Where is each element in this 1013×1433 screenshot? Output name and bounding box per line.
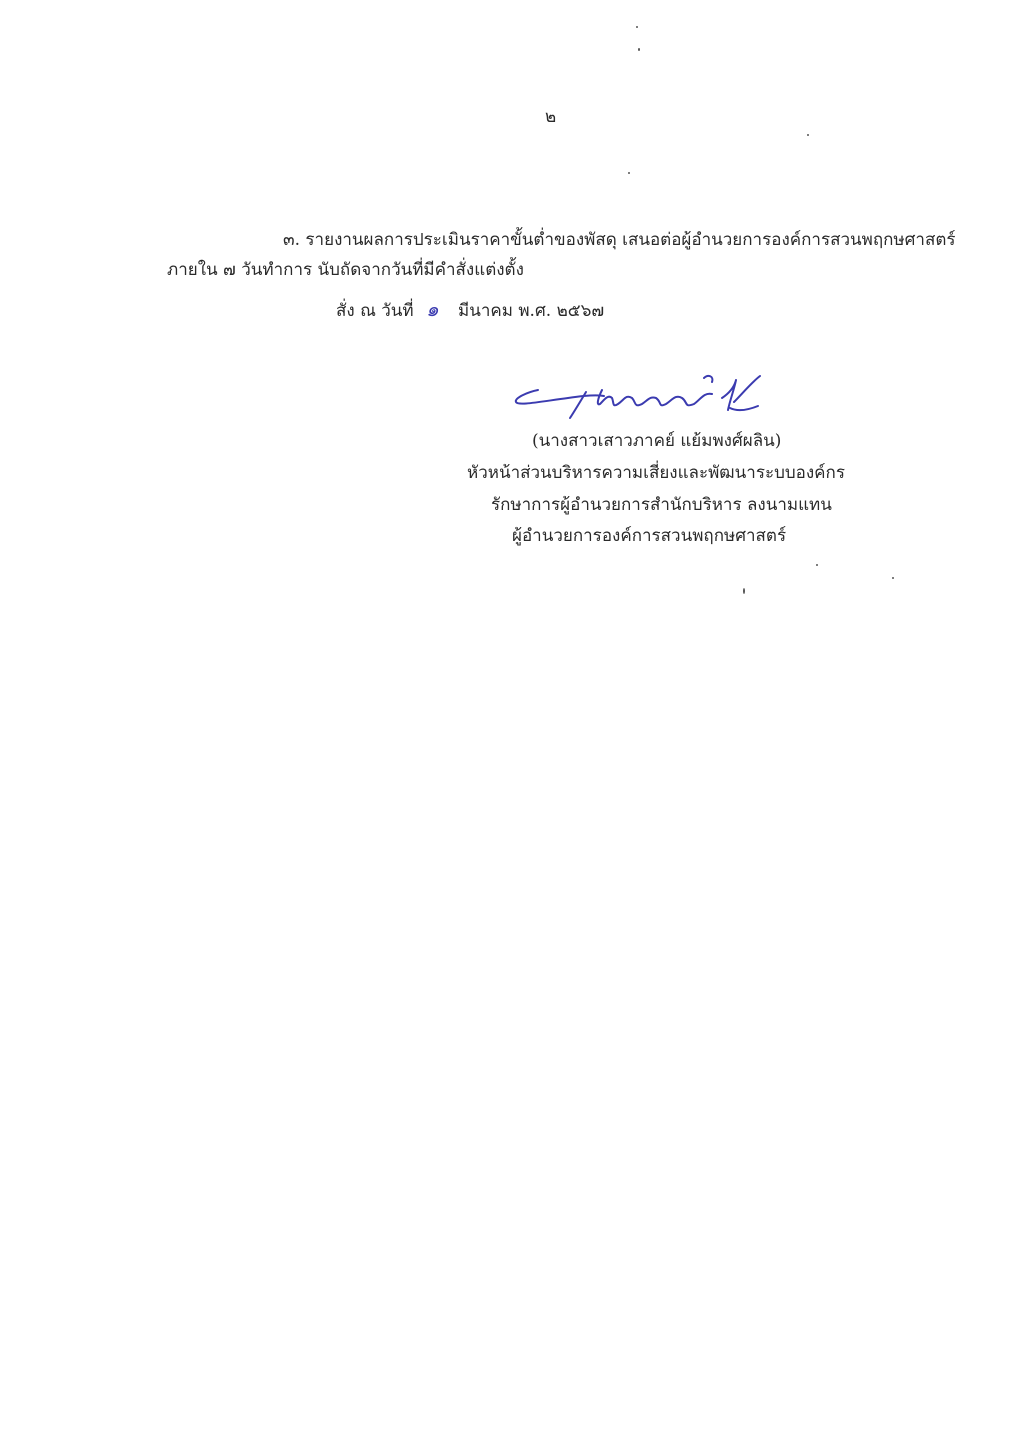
signatory-name: (นางสาวเสาวภาคย์ แย้มพงศ์ผลิน) xyxy=(532,431,782,451)
handwritten-signature-icon xyxy=(508,368,780,430)
order-date-prefix: สั่ง ณ วันที่ xyxy=(336,301,414,321)
signatory-position-line-1: หัวหน้าส่วนบริหารความเสี่ยงและพัฒนาระบบองค์กร xyxy=(467,463,845,483)
scan-speck xyxy=(636,26,638,28)
scan-speck xyxy=(816,564,818,566)
page-number: ๒ xyxy=(545,107,557,127)
paragraph-line-2: ภายใน ๗ วันทำการ นับถัดจากวันที่มีคำสั่งแต่งตั้ง xyxy=(167,260,524,280)
scan-speck xyxy=(807,134,809,136)
scan-speck xyxy=(638,48,640,51)
scan-speck xyxy=(628,172,630,174)
order-date-rest: มีนาคม พ.ศ. ๒๕๖๗ xyxy=(458,301,605,321)
order-date-day-handwritten: ๑ xyxy=(426,297,439,321)
scan-speck xyxy=(743,588,745,594)
paragraph-line-1: ๓. รายงานผลการประเมินราคาขั้นต่ำของพัสดุ เสนอต่อผู้อำนวยการองค์การสวนพฤกษศาสตร์ xyxy=(283,230,956,250)
signatory-position-line-3: ผู้อำนวยการองค์การสวนพฤกษศาสตร์ xyxy=(512,526,787,546)
signatory-position-line-2: รักษาการผู้อำนวยการสำนักบริหาร ลงนามแทน xyxy=(491,495,832,515)
scan-speck xyxy=(892,577,894,579)
